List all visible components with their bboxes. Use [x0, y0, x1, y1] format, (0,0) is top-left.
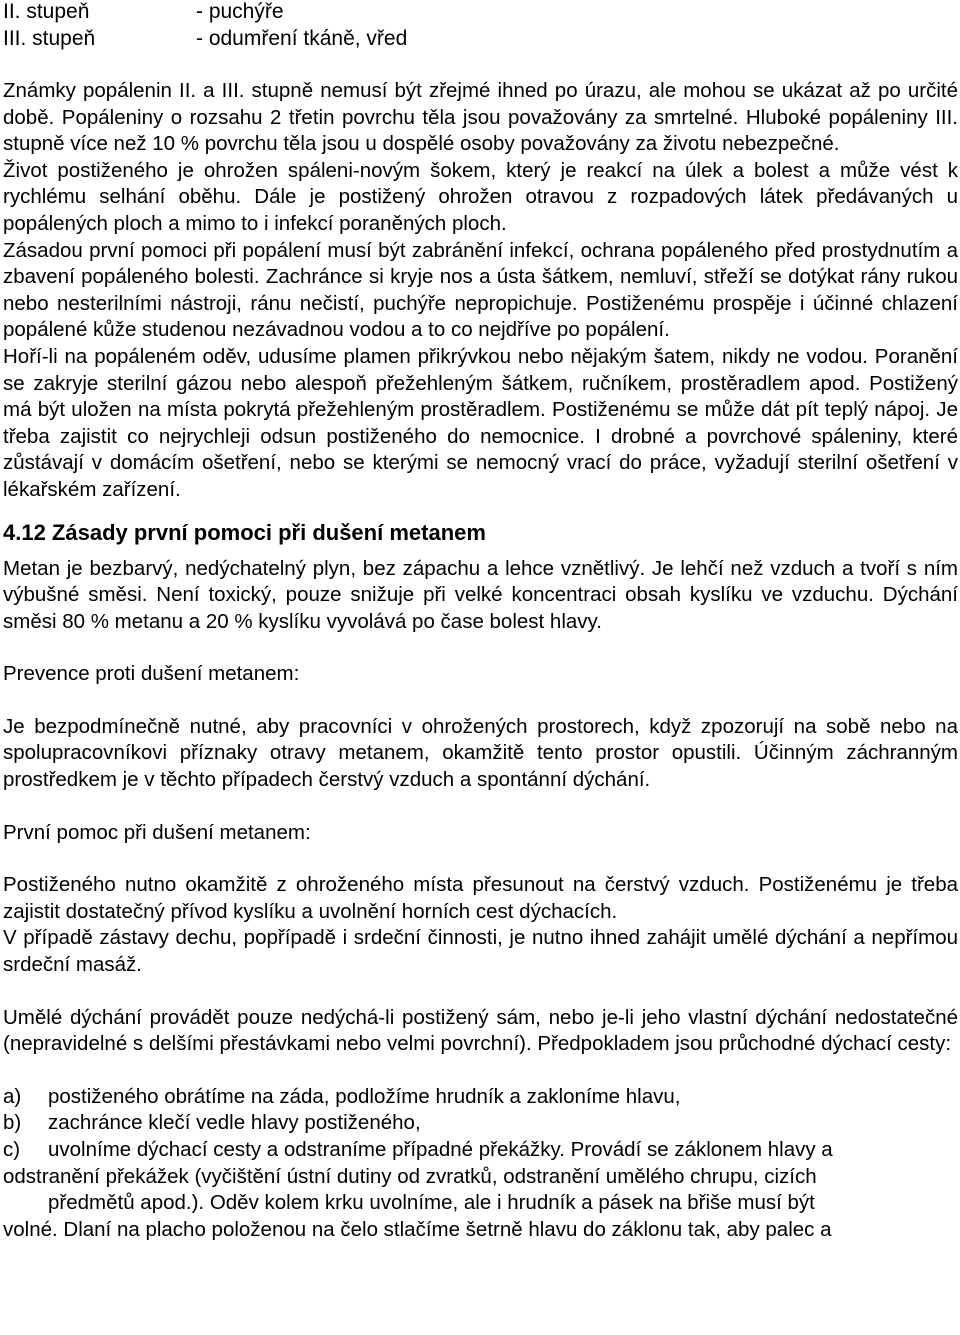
stage-row [3, 25, 958, 52]
list-item [3, 1137, 958, 1164]
list-marker: b) [3, 1111, 22, 1135]
paragraph: Zásadou první pomoci při popálení musí být zabránění infekcí, ochrana popáleného před prostydnutím a zbavení popáleného bolesti. Zachránce si kryje nos a ústa šátkem, nemluví, střeží se dotýkat rány rukou nebo nesterilními nástroji, ránu nečistí, puchýře nepropichuje. Postiženému prospěje i účinné chlazení popálené kůže studenou nezávadnou vodou a to co nejdříve po popálení. [3, 238, 958, 342]
stage-description: - odumření tkáně, vřed [196, 27, 408, 50]
list-continuation: volné. Dlaní na placho položenou na čelo stlačíme šetrně hlavu do záklonu tak, aby palec a [3, 1217, 832, 1241]
first-aid-text: Postiženého nutno okamžitě z ohroženého místa přesunout na čerstvý vzduch. Postiženému je třeba zajistit dostatečný přívod kyslíku a uvolnění horních cest dýchacích. [3, 873, 958, 923]
section-heading: 4.12 Zásady první pomoci při dušení metanem [3, 519, 486, 545]
stage-row [3, 0, 958, 25]
list-continuation: odstranění překážek (vyčištění ústní dutiny od zvratků, odstranění umělého chrupu, cizích [3, 1164, 817, 1188]
first-aid-title: První pomoc při dušení metanem: [3, 820, 311, 844]
list-text: zachránce klečí vedle hlavy postiženého, [48, 1111, 421, 1135]
list-item [3, 1084, 958, 1111]
list-text: uvolníme dýchací cesty a odstraníme případné překážky. Provádí se záklonem hlavy a [48, 1138, 833, 1161]
prevention-title: Prevence proti dušení metanem: [3, 662, 300, 686]
prevention-text: Je bezpodmínečně nutné, aby pracovníci v ohrožených prostorech, když zpozorují na sobě nebo na spolupracovníkovi příznaky otravy metanem, okamžitě tento prostor opustili. Účinným záchranným prostředkem je v těchto případech čerstvý vzduch a spontánní dýchání. [3, 714, 958, 792]
paragraph: Život postiženého je ohrožen spáleni-novým šokem, který je reakcí na úlek a bolest a může vést k rychlému selhání oběhu. Dále je postižený ohrožen otravou z rozpadových látek předávaných u popálených ploch a mimo to i infekcí poraněných ploch. [3, 158, 958, 235]
artificial-respiration-text: Umělé dýchání provádět pouze nedýchá-li postižený sám, nebo je-li jeho vlastní dýchání nedostatečné (nepravidelné s delšími přestávkami nebo velmi povrchní). Předpokladem jsou průchodné dýchací cesty: [3, 1005, 958, 1056]
methane-intro: Metan je bezbarvý, nedýchatelný plyn, bez zápachu a lehce vznětlivý. Je lehčí než vzduch a tvoří s ním výbušné směsi. Není toxický, pouze snižuje při velké koncentraci obsah kyslíku ve vzduchu. Dýchání směsi 80 % metanu a 20 % kyslíku vyvolává po čase bolest hlavy. [3, 556, 958, 633]
list-marker: a) [3, 1084, 22, 1108]
list-marker: c) [3, 1138, 21, 1161]
list-text: postiženého obrátíme na záda, podložíme hrudník a zakloníme hlavu, [48, 1084, 681, 1108]
stage-label: II. stupeň [3, 0, 90, 23]
first-aid-text: V případě zástavy dechu, popřípadě i srdeční činnosti, je nutno ihned zahájit umělé dýchání a nepřímou srdeční masáž. [3, 926, 958, 977]
stage-description: - puchýře [196, 0, 284, 23]
burns-text [3, 78, 958, 504]
list-item [3, 1110, 958, 1137]
steps-list [3, 1084, 958, 1244]
paragraph: Hoří-li na popáleném oděv, udusíme plamen přikrývkou nebo nějakým šatem, nikdy ne vodou. Poranění se zakryje sterilní gázou nebo alespoň přežehleným šátkem, ručníkem, prostěradlem apod. Postižený má být uložen na místa pokrytá přežehleným prostěradlem. Postiženému se může dát pít teplý nápoj. Je třeba zajistit co nejrychleji odsun postiženého do nemocnice. I drobné a povrchové spáleniny, které zůstávají v domácím ošetření, nebo se kterými se nemocný vrací do práce, vyžadují sterilní ošetření v lékařském zařízení. [3, 344, 958, 501]
list-continuation: předmětů apod.). Oděv kolem krku uvolníme, ale i hrudník a pásek na břiše musí být [48, 1191, 815, 1215]
stage-label: III. stupeň [3, 27, 96, 50]
paragraph: Známky popálenin II. a III. stupně nemusí být zřejmé ihned po úrazu, ale mohou se ukázat až po určité době. Popáleniny o rozsahu 2 třetin povrchu těla jsou považovány za smrtelné. Hluboké popáleniny III. stupně více než 10 % povrchu těla jsou u dospělé osoby považovány za životu nebezpečné. [3, 79, 958, 156]
burn-stages-list [3, 0, 958, 52]
